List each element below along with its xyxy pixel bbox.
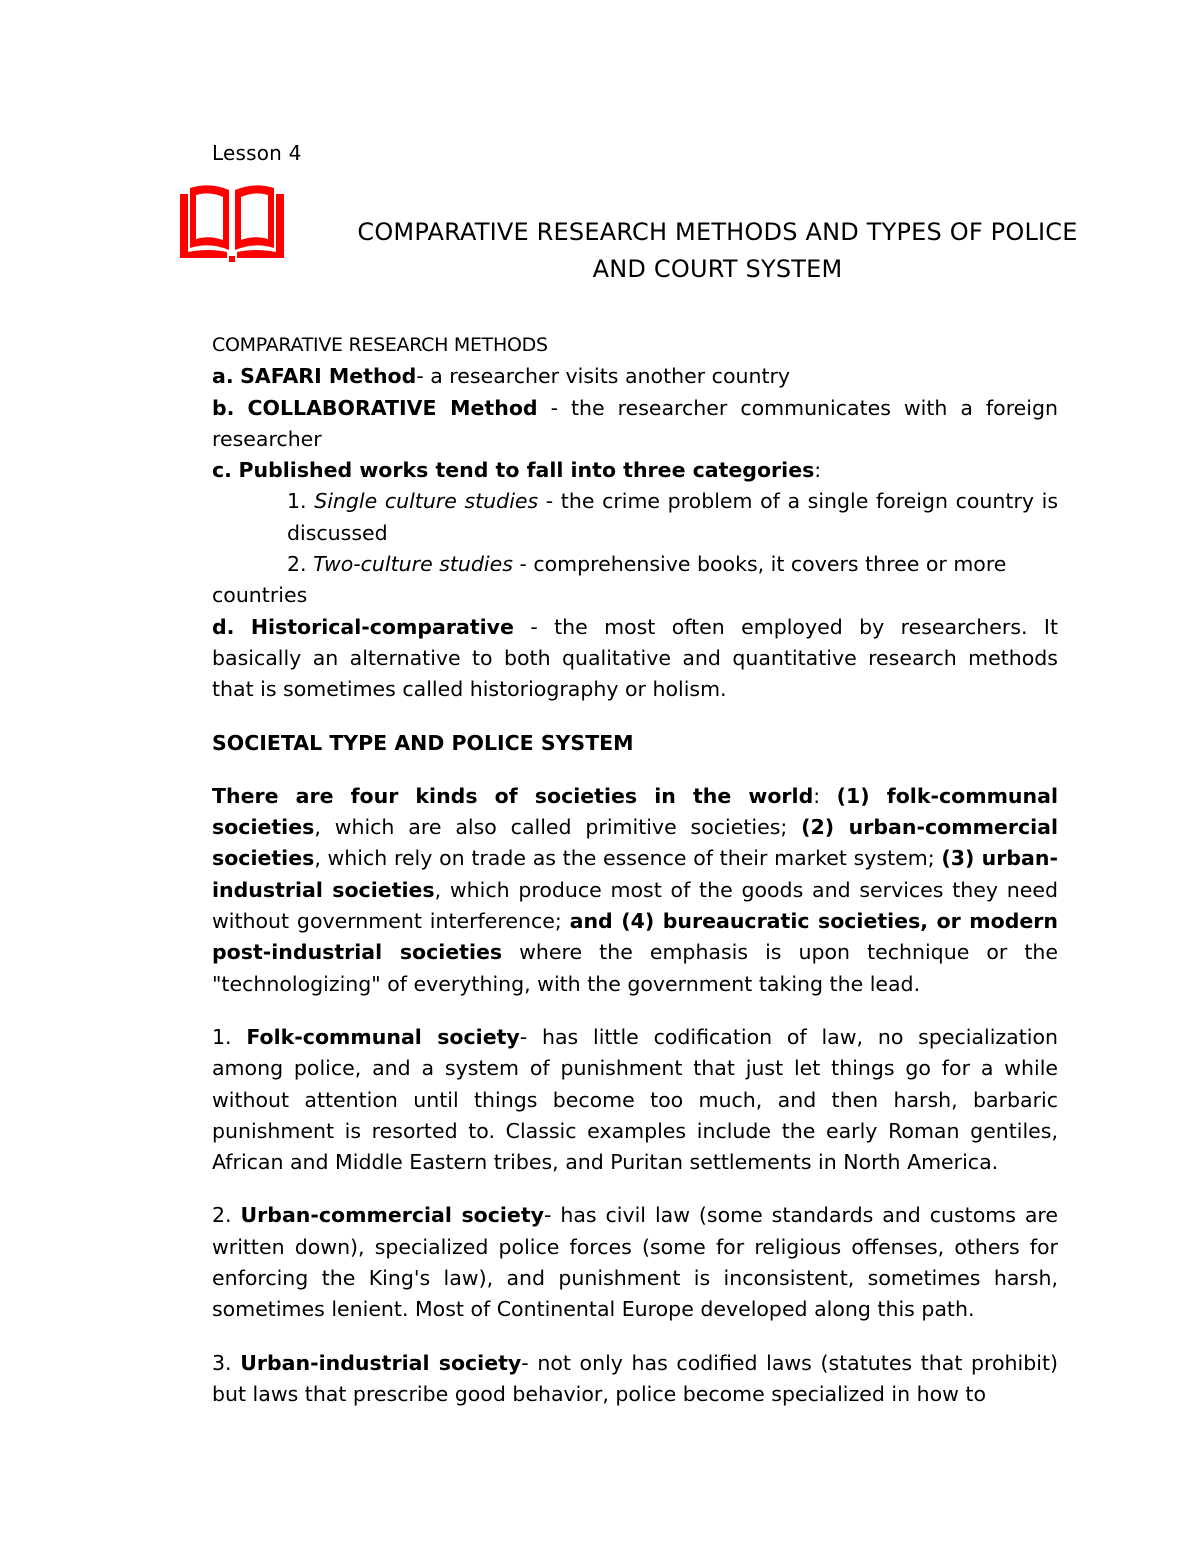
method-d (212, 612, 1058, 706)
method-d-text: - the most often employed by researchers. It basically an alternative to both qualitative and quantitative research methods that is sometimes called historiography or holism. (212, 614, 1058, 702)
society-1-num: 1. (212, 1024, 232, 1049)
society-2 (212, 1200, 1058, 1325)
category-1 (212, 486, 1058, 549)
method-c-term: Published works tend to fall into three categories (238, 458, 815, 483)
category-2-text: - comprehensive books, it covers three or more (512, 552, 1007, 577)
category-1-text: - the crime problem of a single foreign country is discussed (287, 489, 1058, 545)
method-b-text: - the researcher communicates with a foreign researcher (212, 395, 1058, 451)
method-c-colon: : (814, 458, 822, 483)
societies-intro (212, 781, 1058, 1000)
method-a-letter: a. (212, 364, 234, 389)
category-2-num: 2. (287, 552, 307, 577)
society-2-num: 2. (212, 1203, 232, 1228)
society-1 (212, 1022, 1058, 1178)
intro-bold-1: There are four kinds of societies in the world (212, 783, 814, 808)
category-2-continued: countries (212, 583, 308, 608)
method-a-term: SAFARI Method (240, 364, 417, 389)
method-b-letter: b. (212, 395, 235, 420)
intro-text-3: , which rely on trade as the essence of their market system; (314, 846, 942, 871)
intro-text-5: where the emphasis is upon technique or the "technologizing" of everything, with the government taking the lead. (212, 940, 1058, 996)
method-c (212, 455, 1058, 486)
society-1-text: - has little codification of law, no specialization among police, and a system of punishment that just let things go for a while without attention until things become too much, and then harsh, barbaric punishment is resorted to. Classic examples include the early Roman gentiles, African and Middle Eastern tribes, and Puritan settlements in North America. (212, 1024, 1058, 1175)
method-a (212, 361, 1058, 392)
method-c-letter: c. (212, 458, 232, 483)
method-a-text: - a researcher visits another country (416, 364, 791, 389)
intro-text-1: : (813, 783, 837, 808)
book-icon (178, 182, 286, 264)
lesson-label: Lesson 4 (212, 141, 302, 165)
intro-bold-2: (1) folk-communal societies (212, 783, 1058, 840)
society-2-term: Urban-commercial society (240, 1203, 544, 1228)
document-title (330, 214, 1105, 288)
society-3-term: Urban-industrial society (240, 1350, 522, 1375)
method-d-letter: d. (212, 614, 235, 639)
method-b-term: COLLABORATIVE Method (247, 395, 538, 420)
society-3-num: 3. (212, 1350, 232, 1375)
category-1-num: 1. (287, 489, 307, 514)
title-line-1: COMPARATIVE RESEARCH METHODS AND TYPES OF POLICE (357, 218, 1078, 246)
methods-heading: COMPARATIVE RESEARCH METHODS (212, 334, 548, 356)
society-3-text: - not only has codified laws (statutes that prohibit) but laws that prescribe good behavior, police become specialized in how to (212, 1350, 1058, 1406)
intro-bold-3: (2) urban-commercial societies (212, 815, 1058, 871)
intro-bold-4: (3) urban-industrial societies (212, 846, 1058, 902)
intro-text-4: , which produce most of the goods and services they need without government interference; (212, 877, 1058, 934)
intro-text-2: , which are also called primitive societies; (314, 815, 802, 840)
method-d-term: Historical-comparative (250, 614, 514, 639)
societal-heading (212, 728, 1058, 759)
society-3 (212, 1348, 1058, 1411)
category-2 (212, 549, 1058, 580)
society-2-text: - has civil law (some standards and customs are written down), specialized police forces (some for religious offenses, others for enforcing the King's law), and punishment is inconsistent, sometimes harsh, sometimes lenient. Most of Continental Europe developed along this path. (212, 1203, 1058, 1322)
category-2-term: Two-culture studies (313, 552, 513, 577)
societal-heading-text: SOCIETAL TYPE AND POLICE SYSTEM (212, 730, 634, 755)
method-b (212, 393, 1058, 456)
document-body (212, 330, 1058, 1410)
category-1-term: Single culture studies (314, 489, 539, 514)
intro-bold-5: and (4) bureaucratic societies, or modern post-industrial societies (212, 909, 1058, 965)
society-1-term: Folk-communal society (246, 1024, 520, 1049)
title-line-2: AND COURT SYSTEM (592, 255, 843, 283)
